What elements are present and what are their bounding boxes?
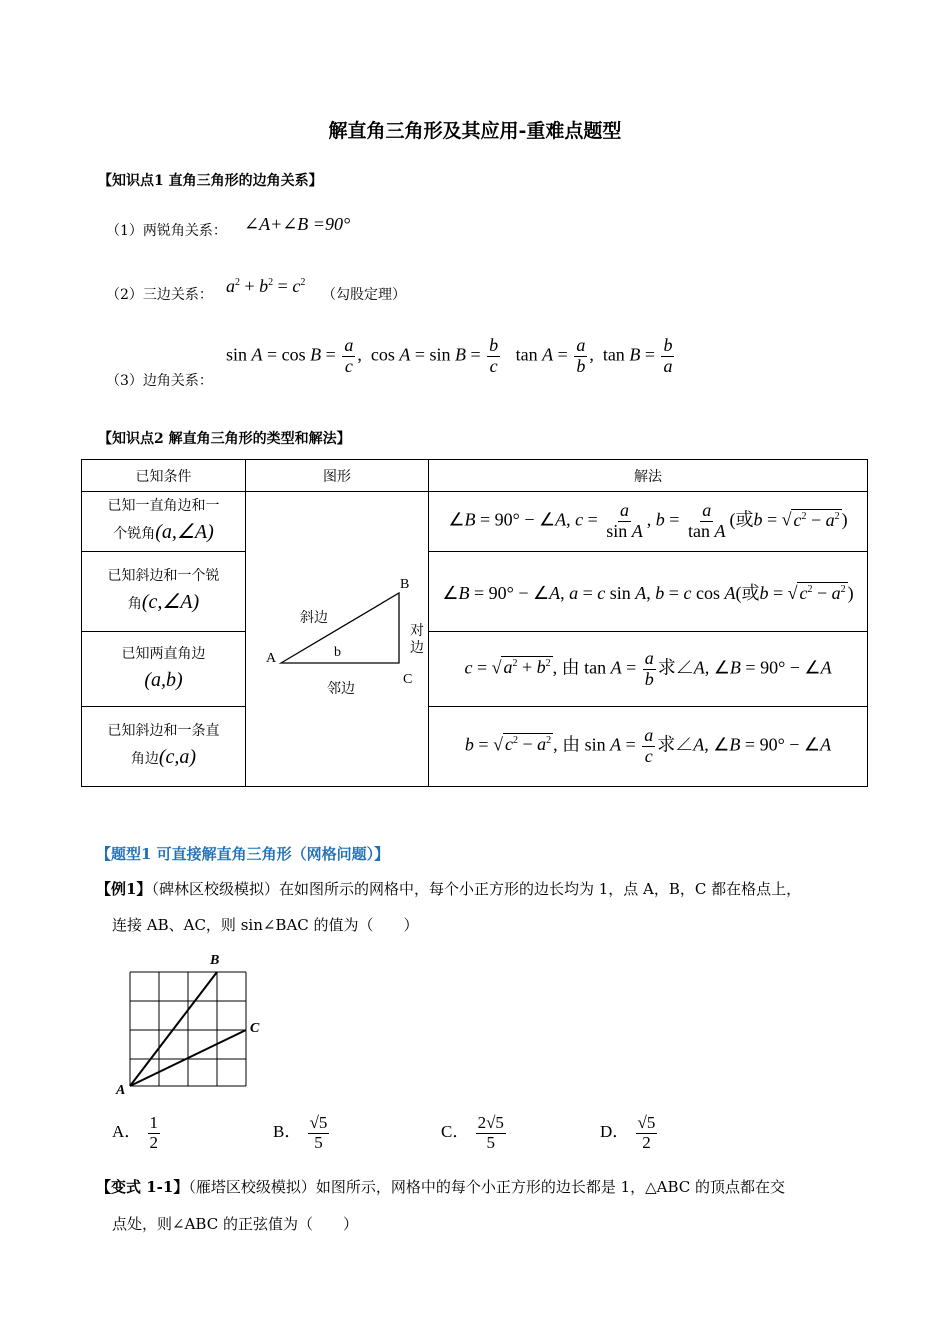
option-numerator: 2√5	[477, 1113, 504, 1132]
opposite-side-label-2: 边	[410, 640, 424, 656]
kp1-item2-note: （勾股定理）	[322, 287, 406, 303]
cond-text: 已知一直角边和一	[107, 498, 220, 515]
table-row-condition	[82, 632, 246, 706]
kp1-item3-label: （3）边角关系：	[106, 373, 213, 389]
kp1-heading: 【知识点1 直角三角形的边角关系】	[98, 173, 323, 189]
option-denominator: 2	[642, 1132, 651, 1152]
cond-math: (c,∠A)	[141, 591, 200, 614]
solution-table	[81, 459, 868, 787]
option-letter: A．	[112, 1122, 142, 1142]
triangle-figure-cell	[246, 492, 429, 787]
variant-text: （雁塔区校级模拟）如图所示，网格中的每个小正方形的边长都是 1，△ABC 的顶点都在交	[188, 1178, 786, 1196]
grid-point-b-label: B	[210, 953, 220, 968]
cond-text: 已知斜边和一个锐	[107, 568, 220, 585]
table-row-condition	[82, 492, 246, 552]
solution-find: 求	[657, 734, 676, 755]
grid-lines	[130, 972, 246, 1086]
solution-or: 或	[741, 582, 760, 603]
solution-or: 或	[735, 509, 754, 530]
table-row-condition	[82, 706, 246, 786]
adjacent-side-label: 邻边	[327, 681, 355, 697]
example-1-line1	[96, 878, 801, 899]
cond-text: 角边	[130, 750, 159, 767]
option-a[interactable]	[112, 1114, 162, 1152]
solution-by: 由	[561, 657, 580, 678]
solution-cell: c = √ $a^2 + b^2$ , 由 tan A = $\frac{a}{b}$ 求∠A, ∠B = 90° − ∠A	[429, 632, 868, 706]
cond-text: 个锐角	[113, 526, 156, 543]
option-denominator: 5	[314, 1132, 323, 1152]
option-letter: B．	[273, 1122, 302, 1142]
cond-math: (a,∠A)	[155, 521, 214, 544]
cond-text: 已知两直角边	[121, 645, 206, 662]
table-header: 已知条件	[82, 460, 246, 492]
kp1-item3-formula: sin A = cos B = $\frac{a}{c}$ , cos A = sin B = $\frac{b}{c}$ tan A = $\frac{a}{b}$ , tan B = $\frac{b}{a}$	[226, 335, 673, 376]
example-text: （碑林区校级模拟）在如图所示的网格中，每个小正方形的边长均为 1，点 A，B，C 都在格点上，	[151, 880, 802, 898]
kp1-item1-formula: ∠A+∠B =90°	[244, 214, 351, 234]
grid-point-c-label: C	[250, 1021, 260, 1036]
right-triangle-figure	[246, 492, 428, 786]
example-tag: 【例1】	[96, 880, 152, 898]
option-letter: C．	[441, 1122, 470, 1142]
vertex-a-label: A	[266, 651, 277, 666]
kp1-item2-formula: $a^2 + b^2 = c^2$	[226, 276, 306, 296]
option-b[interactable]	[273, 1114, 331, 1152]
solution-cell: ∠B = 90° − ∠A, c = $\frac{a}{\text{sin A}}$ , b = $\frac{a}{\text{tan A}}$ (或b = √ $c^2 - a^2$ )	[429, 492, 868, 552]
question-type-heading: 【题型1 可直接解直角三角形（网格问题）】	[96, 845, 390, 863]
cond-text: 已知斜边和一条直	[107, 722, 220, 739]
hypotenuse-label: 斜边	[300, 610, 328, 626]
option-d[interactable]	[600, 1114, 659, 1152]
variant-tag: 【变式 1-1】	[96, 1178, 189, 1196]
table-header: 解法	[429, 460, 868, 492]
option-denominator: 5	[486, 1132, 496, 1152]
option-letter: D．	[600, 1122, 630, 1142]
kp1-item2-label: （2）三边关系：	[106, 287, 213, 303]
solution-cell: ∠B = 90° − ∠A, a = c sin A, b = c cos A(或b = √ $c^2 - a^2$ )	[429, 552, 868, 632]
segment-ab	[130, 972, 217, 1086]
cond-math: (c,a)	[158, 745, 197, 768]
table-header: 图形	[246, 460, 429, 492]
example-1-line2: 连接 AB、AC，则 sin∠BAC 的值为（ ）	[112, 916, 419, 934]
cond-text: 角	[127, 596, 142, 613]
variant-1-1-line1	[96, 1176, 785, 1197]
kp1-item1-label: （1）两锐角关系：	[106, 223, 227, 239]
cond-math: (a,b)	[144, 668, 183, 691]
table-row-condition	[82, 552, 246, 632]
page-title: 解直角三角形及其应用-重难点题型	[328, 120, 622, 142]
kp2-heading: 【知识点2 解直角三角形的类型和解法】	[98, 431, 351, 447]
opposite-side-label-1: 对	[410, 623, 424, 639]
option-numerator: √5	[309, 1113, 328, 1132]
option-c[interactable]	[441, 1114, 508, 1152]
solution-find: 求	[657, 657, 676, 678]
option-numerator: √5	[637, 1113, 656, 1132]
variant-1-1-line2: 点处，则∠ABC 的正弦值为（ ）	[112, 1215, 358, 1233]
option-denominator: 2	[149, 1132, 159, 1152]
side-b-label: b	[334, 645, 341, 660]
solution-by: 由	[562, 734, 581, 755]
grid-point-a-label: A	[116, 1083, 126, 1098]
vertex-b-label: B	[400, 577, 410, 592]
grid-figure	[110, 948, 280, 1098]
solution-cell: b = √ $c^2 - a^2$ , 由 sin A = $\frac{a}{c}$ 求∠A, ∠B = 90° − ∠A	[429, 706, 868, 786]
vertex-c-label: C	[403, 672, 413, 687]
option-numerator: 1	[149, 1113, 159, 1132]
